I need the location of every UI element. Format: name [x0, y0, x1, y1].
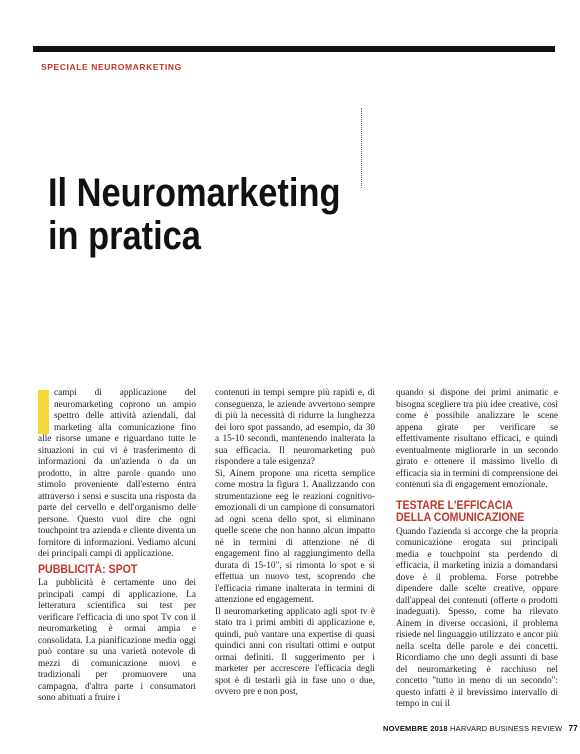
page-footer [383, 724, 578, 733]
magazine-name: HARVARD BUSINESS REVIEW [450, 724, 563, 733]
article-title [48, 172, 340, 258]
subheading-testare [396, 500, 545, 525]
text-column-2 [215, 388, 375, 699]
paragraph: campi di applicazione del neuromarketing coprono un ampio spettro delle attività aziendali, dal marketing alla comunicazione fino alle risorse umane e riguardano tutte le situazioni in cui vi è trasferimento di informazioni da un'azienda o da un prodotto, in altre parole quando uno stimolo proveniente dall'esterno entra attraverso i sensi e suscita una risposta da parte del cervello e dell'organismo delle persone. Questo vuol dire che ogni touchpoint tra azienda e cliente diventa un fornitore di informazioni. Vediamo alcuni dei principali campi di applicazione. [38, 388, 196, 559]
paragraph: Sì, Ainem propone una ricetta semplice come mostra la figura 1. Analizzando con strumentazione eeg le reazioni cognitivo-emozionali di un campione di consumatori ad ogni scena dello spot, si eliminano quelle scene che non hanno alcun impatto né in termini di attenzione né di engagement fino al raggiungimento della durata di 15-10", si rimonta lo spot e si effettua un nuovo test, scoprendo che l'efficacia rimane inalterata in termini di attenzione ed engagement. [215, 468, 375, 605]
section-label: SPECIALE NEUROMARKETING [41, 62, 182, 72]
page-number: 77 [568, 724, 578, 733]
paragraph: Il neuromarketing applicato agli spot tv è stato tra i primi ambiti di applicazione e, quindi, può vantare una expertise di quasi quindici anni con risultati ottimi e output ormai definiti. Il suggerimento per i marketer per accrescere l'efficacia degli spot è di testarli già in fase uno o due, ovvero pre e non post, [215, 606, 375, 697]
paragraph: contenuti in tempi sempre più rapidi e, di conseguenza, le aziende avvertono sempre di più la necessità di ridurre la lunghezza dei loro spot passando, ad esempio, da 30 a 15-10 secondi, mantenendo inalterata la sua efficacia. Il neuromarketing può rispondere a tale esigenza? [215, 388, 375, 467]
top-rule [33, 46, 555, 52]
subheading-line-1: TESTARE L'EFFICACIA [396, 499, 513, 512]
vertical-divider [361, 108, 363, 188]
paragraph: quando si dispone dei primi animatic e bisogna scegliere tra più idee creative, così come è possibile analizzare le scene appena girate per verificare se effettivamente risultano efficaci, e quindi eventualmente migliorarle in un secondo girato e ottenere il massimo livello di efficacia sia in termini di comprensione dei contenuti sia di engagement emozionale. [396, 388, 558, 490]
subheading-pubblicita: PUBBLICITÀ: SPOT [38, 563, 138, 576]
paragraph: Quando l'azienda si accorge che la propria comunicazione erogata sui principali media e touchpoint sta perdendo di efficacia, il marketing inizia a domandarsi dove è il problema. Forse potrebbe dipendere dalle scelte creative, oppure dall'appeal dei contenuti (offerte o prodotti inadeguati). Spesso, come ha rilevato Ainem in diverse occasioni, il problema risiede nel linguaggio utilizzato e ancor più nella scelta delle parole e dei concetti. Ricordiamo che uno degli assunti di base del neuromarketing è racchiuso nel concetto "tutto in meno di un secondo": questo infatti è il brevissimo intervallo di tempo in cui il [396, 526, 558, 709]
subheading-line-2: DELLA COMUNICAZIONE [396, 512, 525, 524]
text-column-3 [396, 388, 558, 711]
title-line-1: Il Neuromarketing [48, 171, 341, 215]
issue-date: NOVEMBRE 2018 [383, 724, 448, 733]
title-line-2: in pratica [48, 214, 201, 258]
paragraph: La pubblicità è certamente uno dei principali campi di applicazione. La letteratura scientifica sui test per verificare l'efficacia di uno spot Tv con il neuromarketing è ormai ampia e consolidata. La pianificazione media oggi può contare su una varietà notevole di mezzi di comunicazione nuovi e tradizionali per promuovere una campagna, d'altra parte i consumatori sono abituati a fruire i [38, 578, 196, 703]
drop-cap-highlight [38, 390, 49, 434]
text-column-1 [38, 388, 196, 705]
